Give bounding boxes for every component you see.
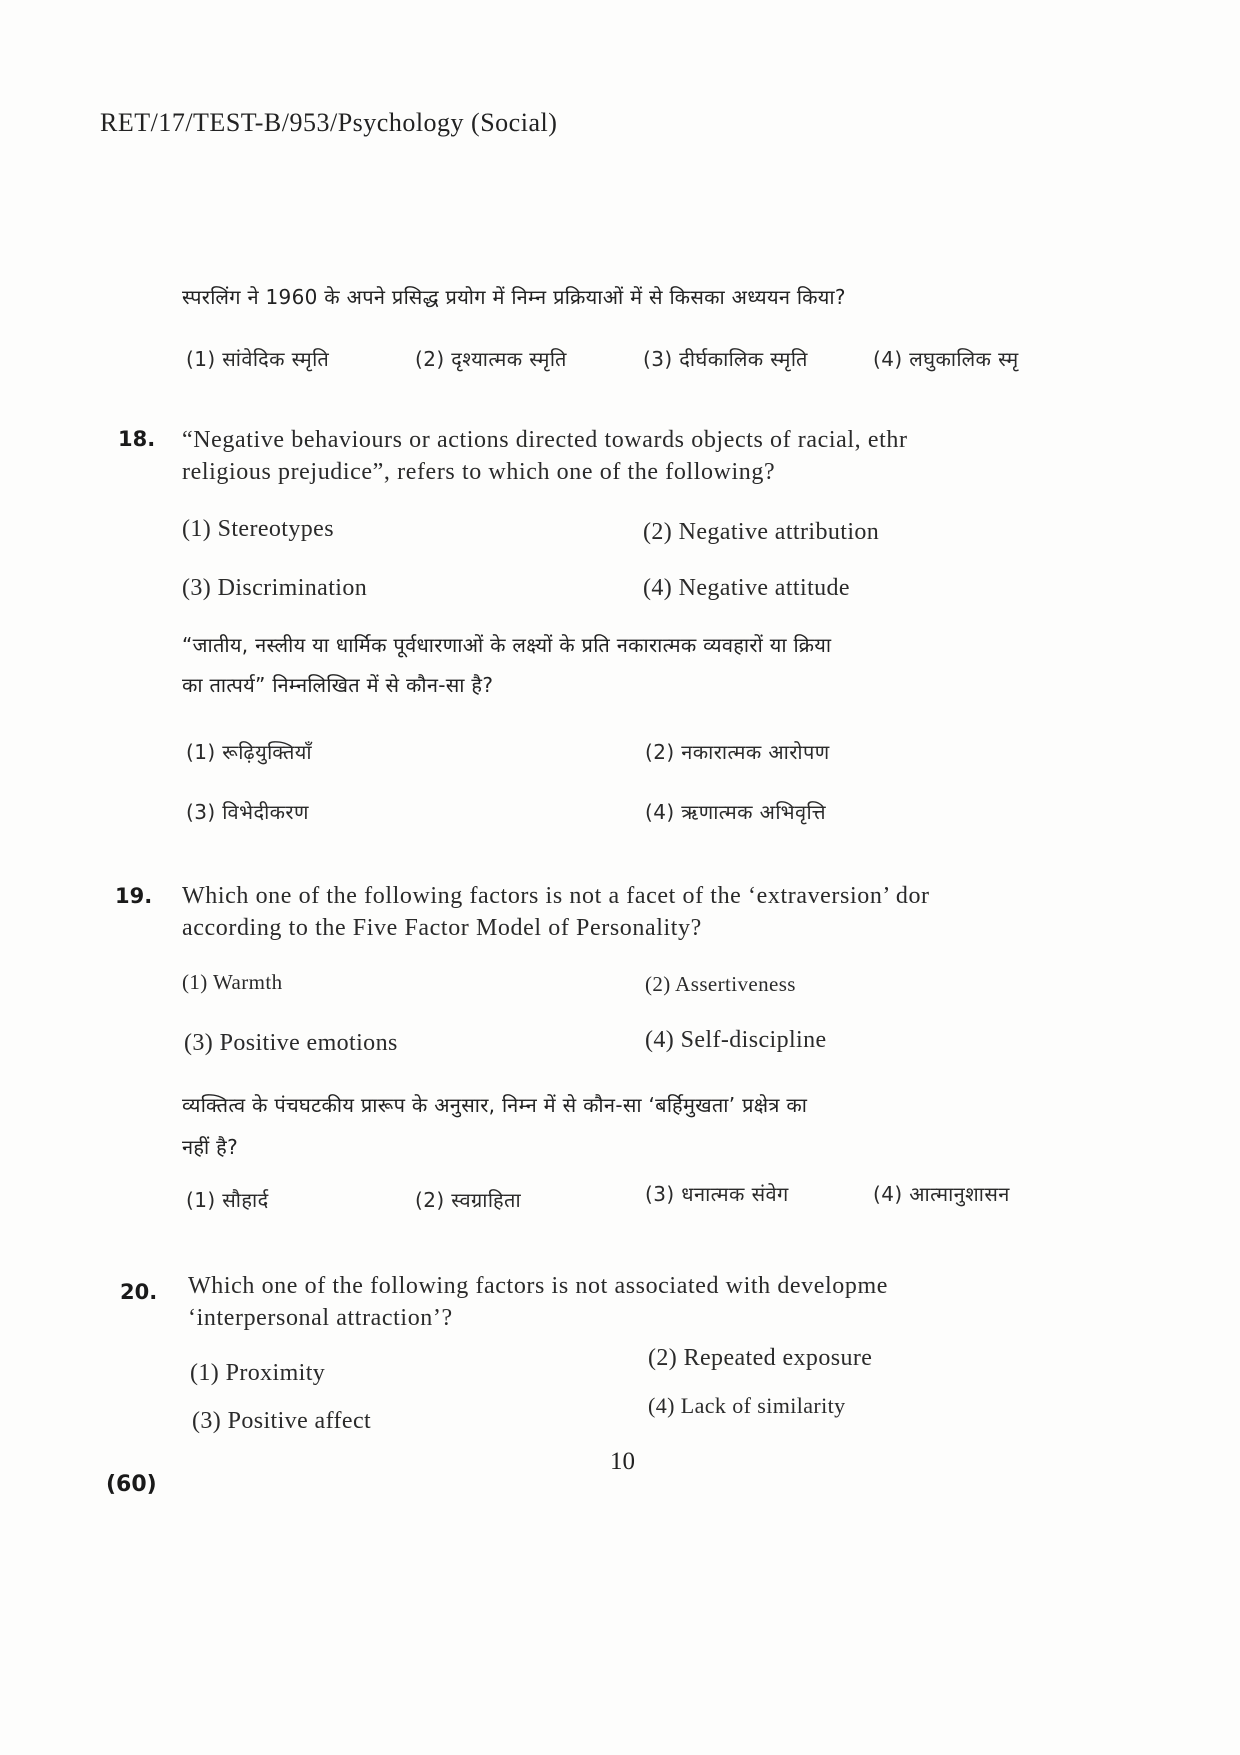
- q19-line-1: Which one of the following factors is not a facet of the ‘extraversion’ dor: [182, 883, 930, 909]
- q18-option-2: (2) Negative attribution: [643, 519, 880, 545]
- booklet-code: (60): [106, 1472, 157, 1497]
- q18-option-1: (1) Stereotypes: [182, 516, 334, 542]
- q19-line-2: according to the Five Factor Model of Personality?: [182, 915, 702, 941]
- q18-line-1: “Negative behaviours or actions directed towards objects of racial, ethr: [182, 427, 908, 453]
- q17-hindi-option-2: (2) दृश्यात्मक स्मृति: [415, 347, 567, 371]
- q17-hindi-option-4: (4) लघुकालिक स्मृ: [873, 347, 1019, 371]
- q20-line-1: Which one of the following factors is not associated with developme: [188, 1273, 889, 1299]
- page-header-title: RET/17/TEST-B/953/Psychology (Social): [100, 108, 558, 137]
- q19-hindi-line-2: नहीं है?: [182, 1135, 238, 1159]
- q20-option-4: (4) Lack of similarity: [648, 1393, 846, 1418]
- q18-hindi-option-1: (1) रूढ़ियुक्तियाँ: [186, 740, 312, 764]
- q18-hindi-option-4: (4) ऋणात्मक अभिवृत्ति: [645, 800, 826, 824]
- q18-hindi-line-1: “जातीय, नस्लीय या धार्मिक पूर्वधारणाओं के लक्ष्यों के प्रति नकारात्मक व्यवहारों या क्रिया: [182, 633, 832, 657]
- q17-hindi-text: स्परलिंग ने 1960 के अपने प्रसिद्ध प्रयोग में निम्न प्रक्रियाओं में से किसका अध्ययन किया?: [182, 285, 846, 309]
- q19-hindi-option-4: (4) आत्मानुशासन: [873, 1182, 1010, 1206]
- q19-option-3: (3) Positive emotions: [184, 1030, 398, 1056]
- q18-option-4: (4) Negative attitude: [643, 575, 850, 601]
- q18-option-3: (3) Discrimination: [182, 575, 368, 601]
- q17-hindi-option-3: (3) दीर्घकालिक स्मृति: [643, 347, 808, 371]
- q19-number: 19.: [115, 884, 153, 908]
- q20-line-2: ‘interpersonal attraction’?: [188, 1305, 453, 1331]
- page-number: 10: [610, 1448, 635, 1475]
- q18-hindi-line-2: का तात्पर्य” निम्नलिखित में से कौन-सा है?: [182, 673, 494, 697]
- q19-hindi-option-2: (2) स्वग्राहिता: [415, 1188, 522, 1212]
- q20-option-3: (3) Positive affect: [192, 1408, 372, 1434]
- q19-option-1: (1) Warmth: [182, 970, 283, 994]
- q18-line-2: religious prejudice”, refers to which one of the following?: [182, 459, 776, 485]
- q20-option-1: (1) Proximity: [190, 1360, 326, 1386]
- q20-option-2: (2) Repeated exposure: [648, 1345, 873, 1371]
- q19-hindi-line-1: व्यक्तित्व के पंचघटकीय प्रारूप के अनुसार, निम्न में से कौन-सा ‘बर्हिमुखता’ प्रक्षेत्र का: [182, 1093, 808, 1117]
- q18-hindi-option-3: (3) विभेदीकरण: [186, 800, 309, 824]
- q19-hindi-option-1: (1) सौहार्द: [186, 1188, 269, 1212]
- q20-number: 20.: [120, 1280, 158, 1304]
- q19-hindi-option-3: (3) धनात्मक संवेग: [645, 1182, 789, 1206]
- q19-option-2: (2) Assertiveness: [645, 972, 796, 996]
- q17-hindi-option-1: (1) सांवेदिक स्मृति: [186, 347, 330, 371]
- q18-hindi-option-2: (2) नकारात्मक आरोपण: [645, 740, 830, 764]
- q19-option-4: (4) Self-discipline: [645, 1027, 827, 1053]
- q18-number: 18.: [118, 427, 156, 451]
